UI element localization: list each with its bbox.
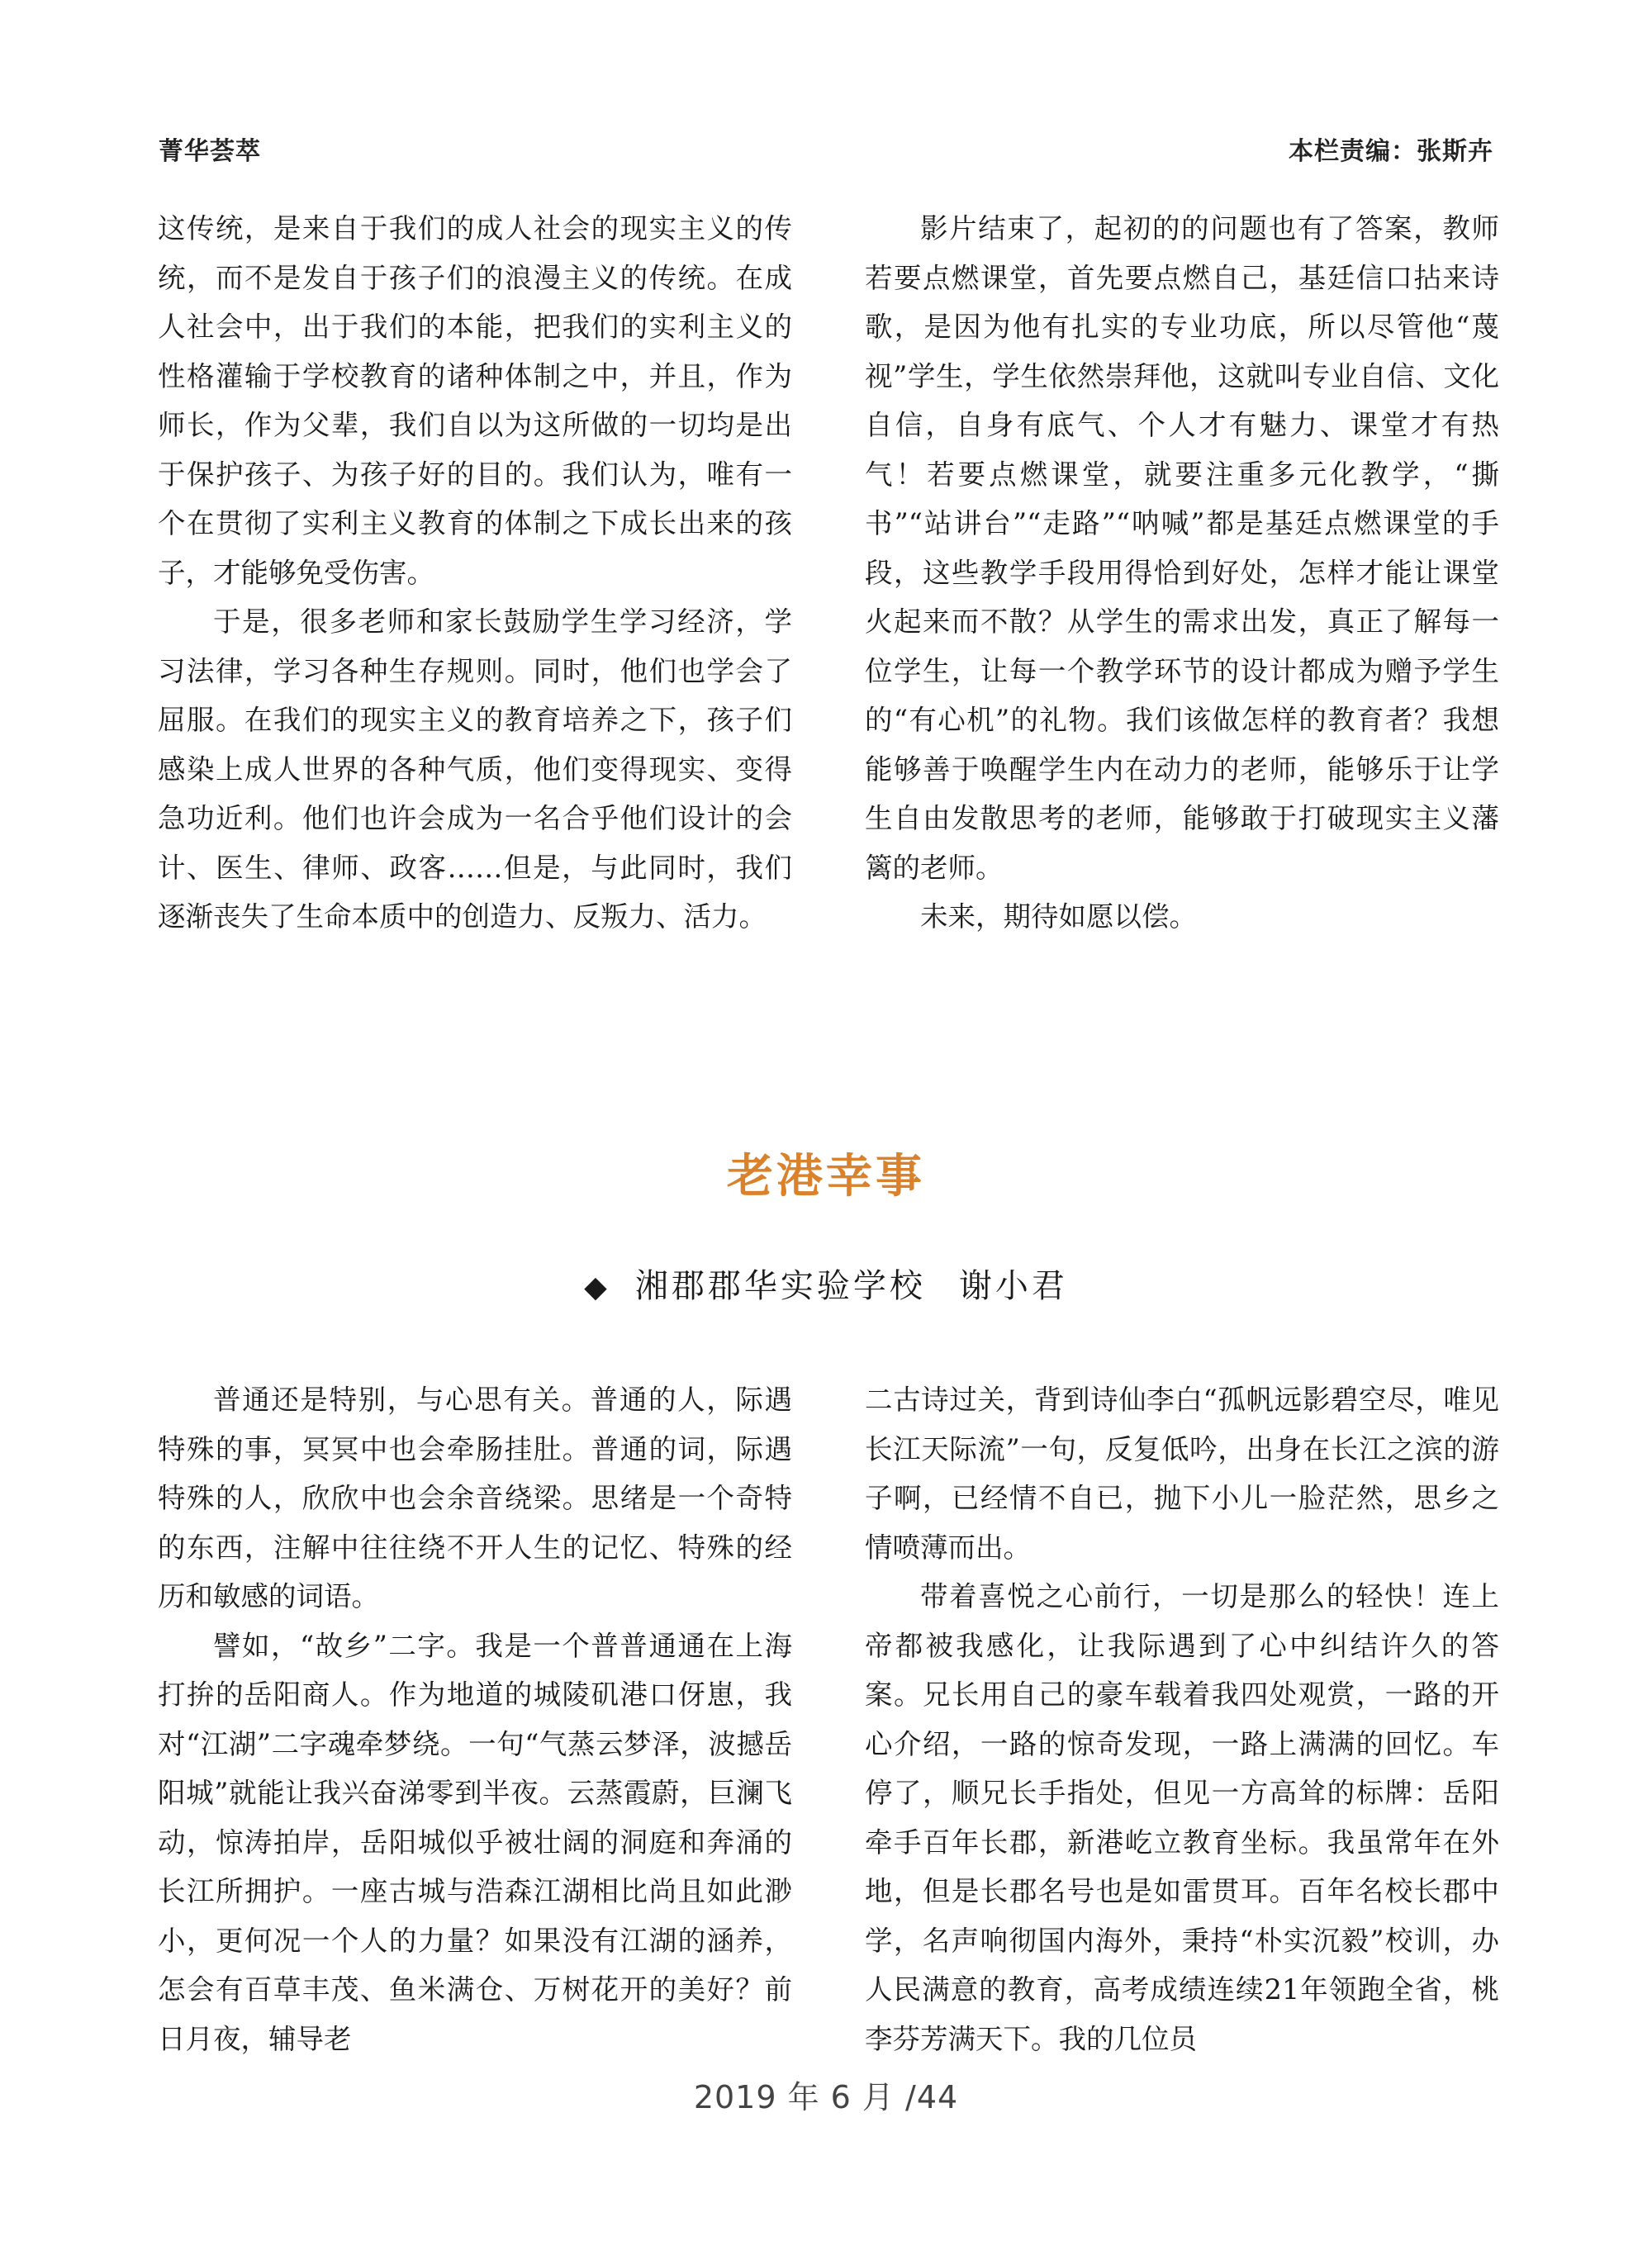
page-footer: 2019 年 6 月 /44 <box>693 2079 959 2115</box>
top-article-left-column <box>158 204 792 942</box>
paragraph: 普通还是特别，与心思有关。普通的人，际遇特殊的事，冥冥中也会牵肠挂肚。普通的词，际遇特殊的人，欣欣中也会余音绕梁。思绪是一个奇特的东西，注解中往往绕不开人生的记忆、特殊的经历和敏感的词语。 <box>158 1384 792 1612</box>
article-title: 老港幸事 <box>727 1149 925 1204</box>
paragraph: 二古诗过关，背到诗仙李白“孤帆远影碧空尽，唯见长江天际流”一句，反复低吟，出身在长江之滨的游子啊，已经情不自已，抛下小儿一脸茫然，思乡之情喷薄而出。 <box>865 1384 1499 1564</box>
author-name: 谢小君 <box>958 1267 1068 1305</box>
paragraph: 这传统，是来自于我们的成人社会的现实主义的传统，而不是发自于孩子们的浪漫主义的传统。在成人社会中，出于我们的本能，把我们的实利主义的性格灌输于学校教育的诸种体制之中，并且，作为师长，作为父辈，我们自以为这所做的一切均是出于保护孩子、为孩子好的目的。我们认为，唯有一个在贯彻了实利主义教育的体制之下成长出来的孩子，才能够免受伤害。 <box>158 212 792 589</box>
column-editor: 本栏责编：张斯卉 <box>1289 137 1493 166</box>
paragraph: 带着喜悦之心前行，一切是那么的轻快！连上帝都被我感化，让我际遇到了心中纠结许久的答案。兄长用自己的豪车载着我四处观赏，一路的开心介绍，一路的惊奇发现，一路上满满的回忆。车停了，顺兄长手指处，但见一方高耸的标牌：岳阳牵手百年长郡，新港屹立教育坐标。我虽常年在外地，但是长郡名号也是如雷贯耳。百年名校长郡中学，名声响彻国内海外，秉持“朴实沉毅”校训，办人民满意的教育，高考成绩连续21年领跑全省，桃李芬芳满天下。我的几位员 <box>865 1580 1499 2055</box>
top-article-right-column <box>865 204 1499 942</box>
paragraph: 于是，很多老师和家长鼓励学生学习经济，学习法律，学习各种生存规则。同时，他们也学会了屈服。在我们的现实主义的教育培养之下，孩子们感染上成人世界的各种气质，他们变得现实、变得急功近利。他们也许会成为一名合乎他们设计的会计、医生、律师、政客……但是，与此同时，我们逐渐丧失了生命本质中的创造力、反叛力、活力。 <box>158 605 792 933</box>
paragraph: 譬如，“故乡”二字。我是一个普普通通在上海打拚的岳阳商人。作为地道的城陵矶港口伢崽，我对“江湖”二字魂牵梦绕。一句“气蒸云梦泽，波撼岳阳城”就能让我兴奋涕零到半夜。云蒸霞蔚，巨澜飞动，惊涛拍岸，岳阳城似乎被壮阔的洞庭和奔涌的长江所拥护。一座古城与浩森江湖相比尚且如此渺小，更何况一个人的力量？如果没有江湖的涵养，怎会有百草丰茂、鱼米满仓、万树花开的美好？前日月夜，辅导老 <box>158 1629 792 2055</box>
paragraph: 未来，期待如愿以偿。 <box>920 900 1197 933</box>
byline <box>0 1260 1652 1307</box>
section-label: 菁华荟萃 <box>159 137 261 166</box>
author-school: 湘郡郡华实验学校 <box>634 1267 926 1305</box>
article-left-column <box>158 1375 792 2063</box>
diamond-icon: ◆ <box>584 1270 610 1304</box>
paragraph: 影片结束了，起初的的问题也有了答案，教师若要点燃课堂，首先要点燃自己，基廷信口拈来诗歌，是因为他有扎实的专业功底，所以尽管他“蔑视”学生，学生依然崇拜他，这就叫专业自信、文化自信，自身有底气、个人才有魅力、课堂才有热气！若要点燃课堂，就要注重多元化教学，“撕书”“站讲台”“走路”“呐喊”都是基廷点燃课堂的手段，这些教学手段用得恰到好处，怎样才能让课堂火起来而不散？从学生的需求出发，真正了解每一位学生，让每一个教学环节的设计都成为赠予学生的“有心机”的礼物。我们该做怎样的教育者？我想能够善于唤醒学生内在动力的老师，能够乐于让学生自由发散思考的老师，能够敢于打破现实主义藩篱的老师。 <box>865 212 1499 884</box>
article-right-column <box>865 1375 1499 2063</box>
